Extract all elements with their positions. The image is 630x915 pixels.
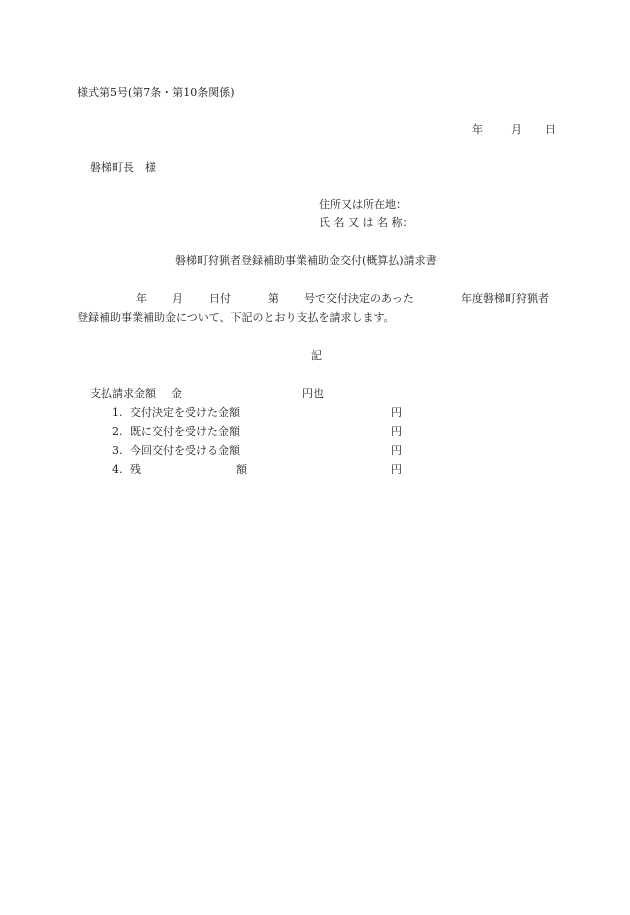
name-label: 氏 名 又 は 名 称：	[319, 216, 414, 229]
body-year-label: 年	[136, 292, 147, 305]
claim-item-unit: 円	[391, 444, 402, 457]
claim-item-number: 3.	[112, 444, 123, 457]
address-label: 住所又は所在地：	[319, 198, 407, 211]
addressee: 磐梯町長 様	[90, 161, 156, 174]
claim-kin-label: 金	[171, 387, 182, 400]
claim-yen-nari: 円也	[302, 387, 324, 400]
claim-amount-label: 支払請求金額	[90, 387, 156, 400]
claim-item-unit: 円	[391, 406, 402, 419]
body-number-prefix: 第	[268, 292, 279, 305]
date-month-label: 月	[511, 123, 522, 136]
claim-item-label: 交付決定を受けた金額	[130, 406, 240, 419]
body-line-2: 登録補助事業補助金について、下記のとおり支払を請求します。	[77, 311, 395, 324]
claim-item-label: 既に交付を受けた金額	[130, 425, 240, 438]
body-number-suffix: 号で交付決定のあった	[304, 292, 414, 305]
body-month-label: 月	[172, 292, 183, 305]
ki-heading: 記	[311, 349, 322, 362]
claim-item-label-start: 残	[130, 463, 141, 476]
body-dated-label: 日付	[209, 292, 231, 305]
form-label: 様式第5号(第7条・第10条関係)	[77, 86, 235, 99]
body-fiscal-year-text: 年度磐梯町狩猟者	[461, 292, 549, 305]
date-year-label: 年	[472, 123, 483, 136]
claim-item-number: 1.	[112, 406, 123, 419]
claim-item-label: 今回交付を受ける金額	[130, 444, 240, 457]
claim-item-number: 4.	[112, 463, 123, 476]
date-day-label: 日	[545, 123, 556, 136]
claim-item-number: 2.	[112, 425, 123, 438]
document-title: 磐梯町狩猟者登録補助事業補助金交付(概算払)請求書	[175, 254, 437, 267]
claim-item-unit: 円	[391, 425, 402, 438]
claim-item-label-end: 額	[236, 463, 247, 476]
claim-item-unit: 円	[391, 463, 402, 476]
